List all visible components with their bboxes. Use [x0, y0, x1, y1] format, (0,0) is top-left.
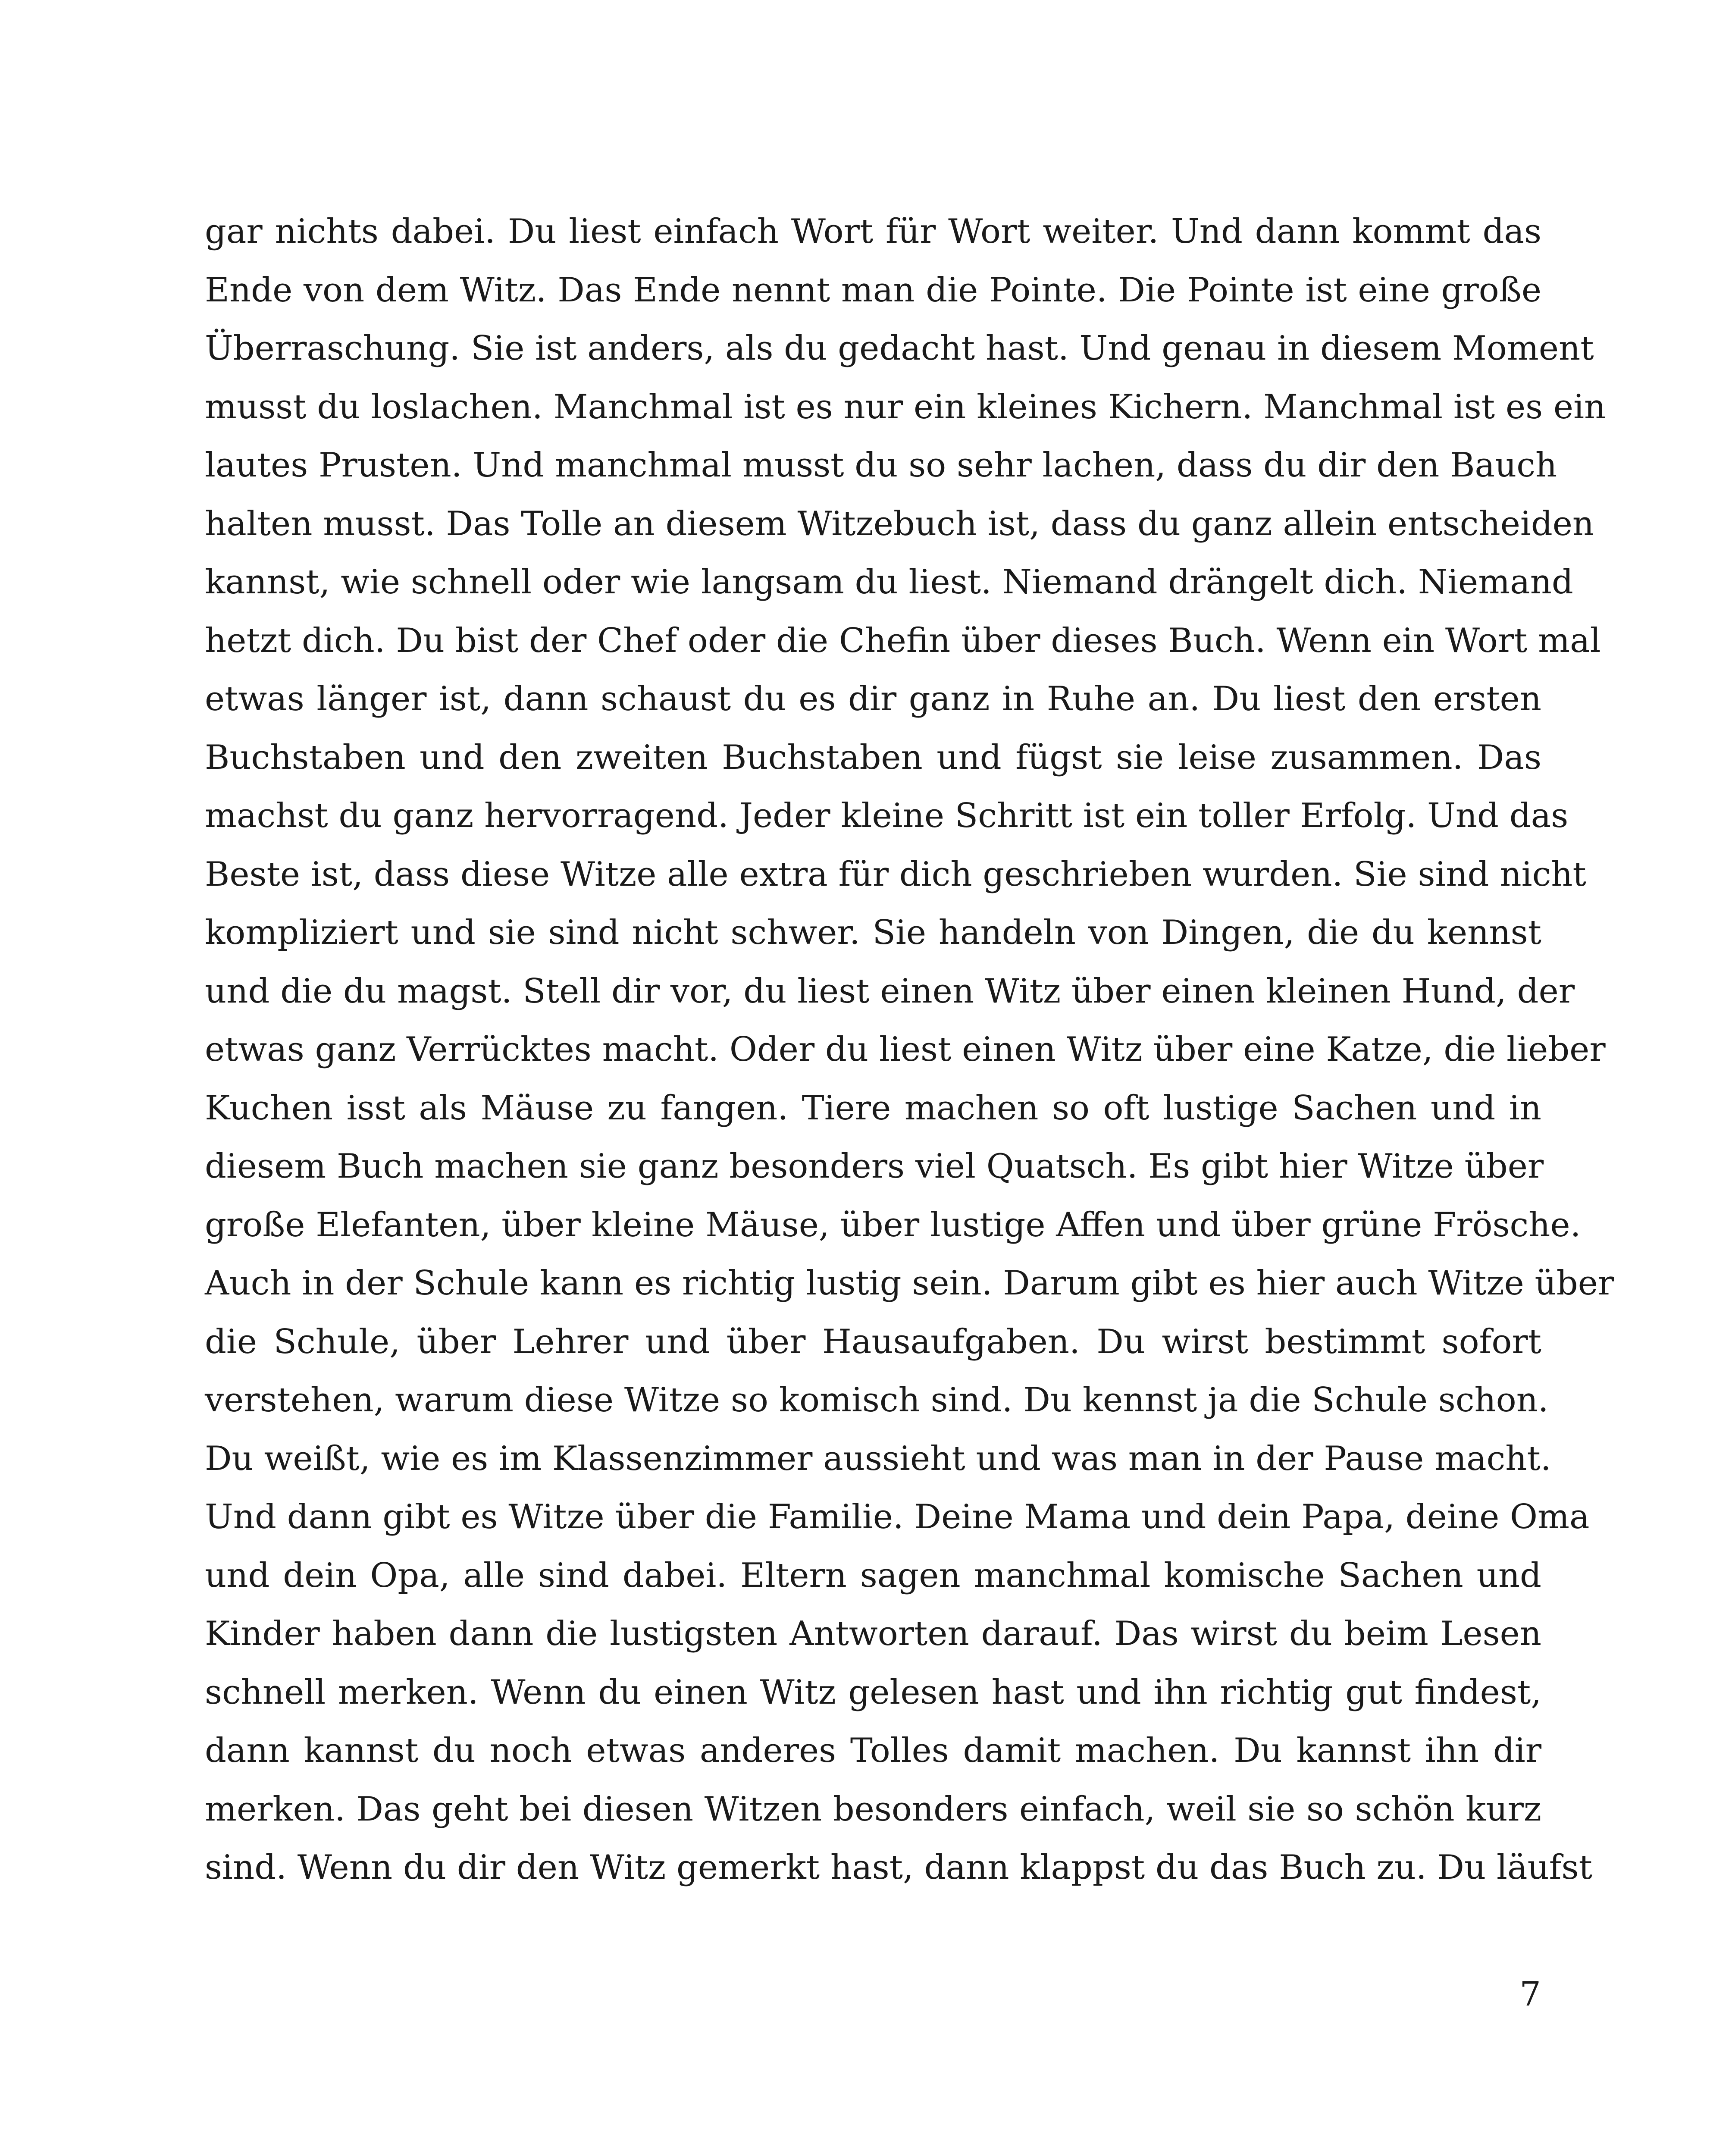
text-line: gar nichts dabei. Du liest einfach Wort für Wort weiter. Und dann kommt das	[205, 212, 1541, 251]
text-line: Ende von dem Witz. Das Ende nennt man die Pointe. Die Pointe ist eine große	[205, 270, 1541, 310]
text-line: Kinder haben dann die lustigsten Antworten darauf. Das wirst du beim Lesen	[205, 1614, 1541, 1653]
text-line: kompliziert und sie sind nicht schwer. Sie handeln von Dingen, die du kennst	[205, 913, 1541, 952]
text-line: Buchstaben und den zweiten Buchstaben und fügst sie leise zusammen. Das	[205, 738, 1541, 777]
body-text	[205, 203, 1614, 1897]
text-line: hetzt dich. Du bist der Chef oder die Chefin über dieses Buch. Wenn ein Wort mal	[205, 621, 1601, 660]
page-number: 7	[1519, 1975, 1541, 2014]
text-line: und dein Opa, alle sind dabei. Eltern sagen manchmal komische Sachen und	[205, 1556, 1541, 1595]
text-line: etwas länger ist, dann schaust du es dir ganz in Ruhe an. Du liest den ersten	[205, 680, 1541, 718]
text-line: Kuchen isst als Mäuse zu fangen. Tiere machen so oft lustige Sachen und in	[205, 1088, 1541, 1128]
text-line: etwas ganz Verrücktes macht. Oder du liest einen Witz über eine Katze, die lieber	[205, 1030, 1606, 1069]
text-line: Auch in der Schule kann es richtig lustig sein. Darum gibt es hier auch Witze über	[205, 1264, 1614, 1303]
text-line: Überraschung. Sie ist anders, als du gedacht hast. Und genau in diesem Moment	[205, 329, 1594, 368]
text-line: die Schule, über Lehrer und über Hausaufgaben. Du wirst bestimmt sofort	[205, 1322, 1541, 1361]
text-line: dann kannst du noch etwas anderes Tolles damit machen. Du kannst ihn dir	[205, 1731, 1541, 1770]
text-line: machst du ganz hervorragend. Jeder kleine Schritt ist ein toller Erfolg. Und das	[205, 796, 1569, 835]
text-line: Beste ist, dass diese Witze alle extra für dich geschrieben wurden. Sie sind nicht	[205, 855, 1586, 894]
text-line: schnell merken. Wenn du einen Witz gelesen hast und ihn richtig gut findest,	[205, 1673, 1541, 1712]
text-line: Und dann gibt es Witze über die Familie. Deine Mama und dein Papa, deine Oma	[205, 1498, 1590, 1536]
text-line: Du weißt, wie es im Klassenzimmer aussieht und was man in der Pause macht.	[205, 1439, 1551, 1478]
text-line: kannst, wie schnell oder wie langsam du liest. Niemand drängelt dich. Niemand	[205, 563, 1573, 602]
text-line: diesem Buch machen sie ganz besonders viel Quatsch. Es gibt hier Witze über	[205, 1147, 1544, 1186]
text-line: große Elefanten, über kleine Mäuse, über lustige Affen und über grüne Frösche.	[205, 1205, 1581, 1244]
text-line: halten musst. Das Tolle an diesem Witzebuch ist, dass du ganz allein entscheiden	[205, 504, 1594, 543]
text-line: musst du loslachen. Manchmal ist es nur ein kleines Kichern. Manchmal ist es ein	[205, 387, 1606, 426]
text-line: lautes Prusten. Und manchmal musst du so sehr lachen, dass du dir den Bauch	[205, 446, 1557, 485]
text-line: und die du magst. Stell dir vor, du liest einen Witz über einen kleinen Hund, der	[205, 971, 1575, 1011]
text-line: sind. Wenn du dir den Witz gemerkt hast, dann klappst du das Buch zu. Du läufst	[205, 1848, 1592, 1887]
text-line: merken. Das geht bei diesen Witzen besonders einfach, weil sie so schön kurz	[205, 1789, 1541, 1829]
text-line: verstehen, warum diese Witze so komisch sind. Du kennst ja die Schule schon.	[205, 1381, 1549, 1420]
